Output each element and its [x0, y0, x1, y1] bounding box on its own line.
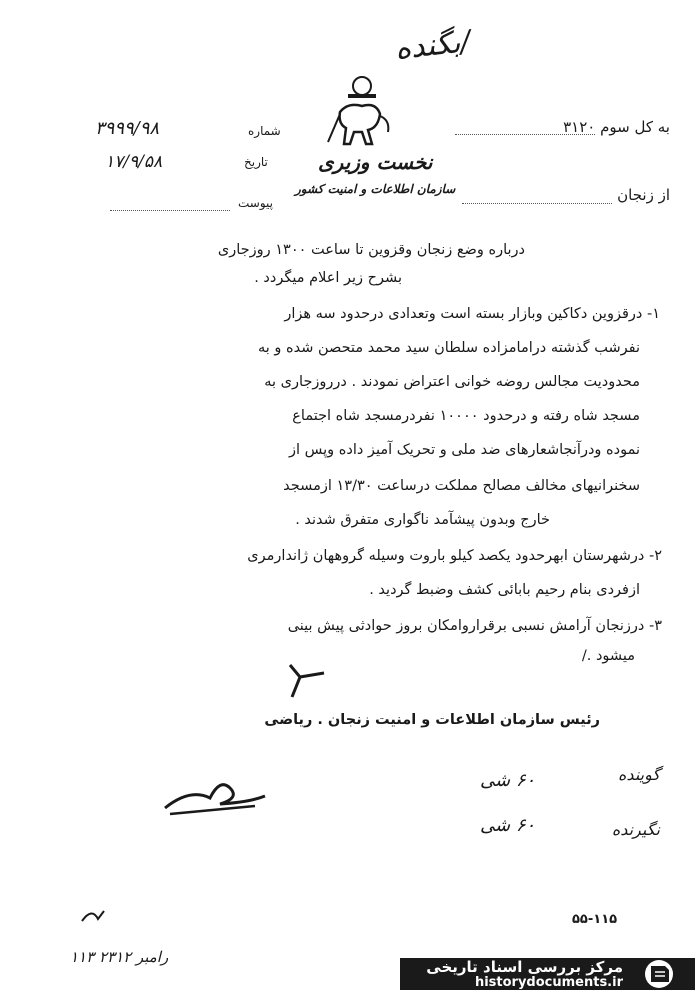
- writer-label: نگیرنده: [611, 820, 660, 839]
- org-subtitle: سازمان اطلاعات و امنیت کشور: [295, 182, 456, 196]
- body-line: ۲- درشهرستان ابهرحدود یکصد کیلو باروت وسیله گروههان ژاندارمری: [247, 548, 662, 564]
- attachment-dotted-line: [110, 210, 230, 211]
- attachment-label: پیوست: [238, 196, 273, 210]
- number-value: ۳۹۹۹/۹۸: [95, 118, 160, 139]
- body-line: ازفردی بنام رحیم بابائی کشف وضبط گردید .: [369, 582, 640, 598]
- org-title: نخست وزیری: [318, 150, 433, 174]
- signature-line: رئیس سازمان اطلاعات و امنیت زنجان . ریاضی: [264, 712, 600, 728]
- writer-value: ۶۰ شی: [480, 815, 536, 836]
- body-line: ۱- درقزوین دکاکین وبازار بسته است وتعدادی درحدود سه هزار: [284, 306, 660, 322]
- body-line: محدودیت مجالس روضه خوانی اعتراض نمودند . درروزجاری به: [264, 374, 640, 390]
- reference-number: ۵۵-۱۱۵: [572, 912, 618, 927]
- body-line: خارج وبدون پیشآمد ناگواری متفرق شدند .: [295, 512, 550, 528]
- subject-line: درباره وضع زنجان وقزوین تا ساعت ۱۳۰۰ روزجاری: [217, 242, 525, 258]
- watermark-logo: [400, 958, 695, 990]
- watermark-url: historydocuments.ir: [474, 975, 623, 990]
- speaker-label: گوینده: [618, 765, 660, 784]
- intro-line: بشرح زیر اعلام میگردد .: [254, 270, 402, 286]
- bottom-left-initial: [78, 905, 108, 927]
- to-field: به کل سوم ۳۱۲۰: [563, 118, 670, 136]
- body-line: نفرشب گذشته درامامزاده سلطان سید محمد متحصن شده و به: [257, 340, 640, 356]
- from-field: از زنجان: [617, 186, 670, 204]
- speaker-value: ۶۰ شی: [480, 770, 536, 791]
- number-label: شماره: [248, 124, 281, 138]
- date-label: تاریخ: [244, 155, 268, 169]
- date-value: ۱۷/۹/۵۸: [105, 152, 163, 172]
- lion-and-sun-emblem-icon: [318, 72, 398, 152]
- watermark-title: مرکز بررسی اسناد تاریخی: [426, 958, 623, 976]
- document-logo-icon: [631, 958, 687, 990]
- body-line: ۳- درزنجان آرامش نسبی برقراروامکان بروز حوادثی پیش بینی: [287, 618, 662, 634]
- bottom-left-note: ۱۱۳ رامبر ۲۳۱۲: [70, 948, 169, 966]
- body-line: مسجد شاه رفته و درحدود ۱۰۰۰۰ نفردرمسجد شاه اجتماع: [292, 408, 640, 424]
- body-line: نموده ودرآنجاشعارهای ضد ملی و تحریک آمیز داده وپس از: [289, 442, 640, 458]
- to-dotted-line: [455, 134, 595, 135]
- top-annotation: بگنده/: [393, 24, 473, 67]
- body-line: سخنرانیهای مخالف مصالح مملکت درساعت ۱۳/۳۰ ازمسجد: [283, 478, 640, 494]
- handwritten-check-icon: [282, 655, 332, 705]
- signature-scribble: [160, 768, 270, 818]
- body-line: میشود ./: [581, 648, 635, 664]
- from-dotted-line: [462, 203, 612, 204]
